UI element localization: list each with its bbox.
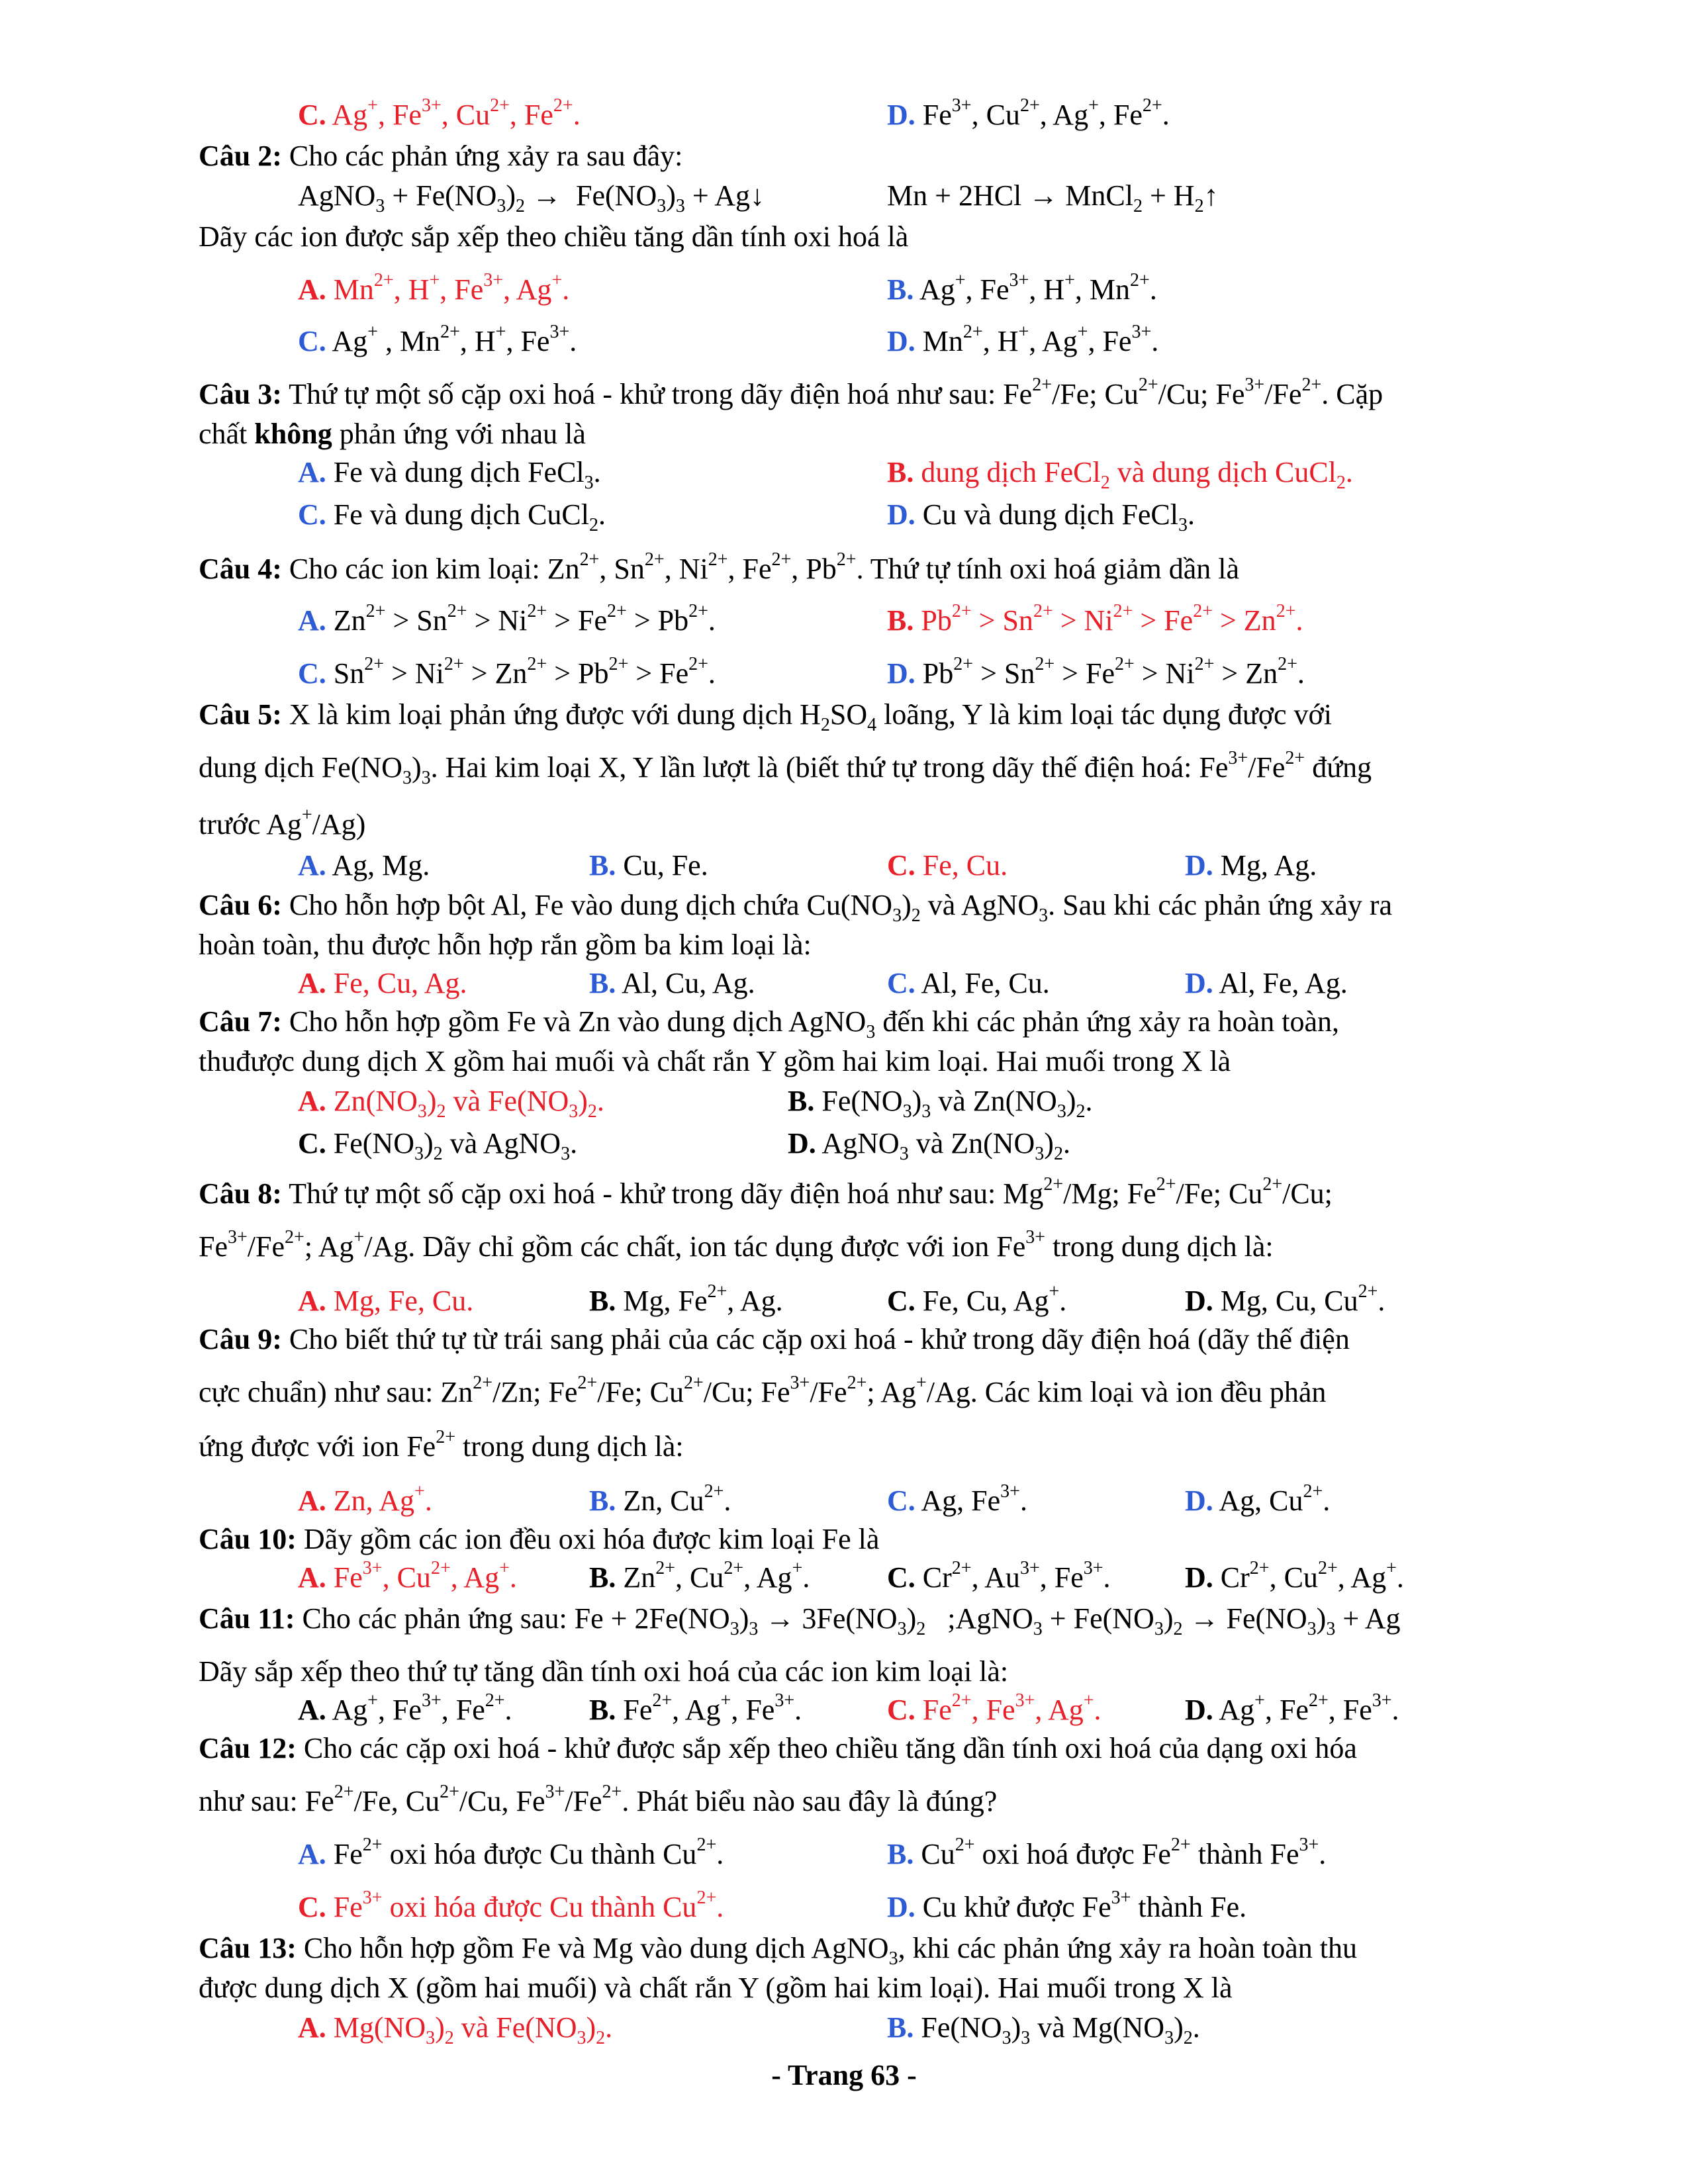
question-q8-stem: Câu 8: Thứ tự một số cặp oxi hoá - khử trong dãy điện hoá như sau: $Mg^{2+}/Mg$; $Fe^{2+}/Fe$; $Cu^{2+}/Cu$; [199,1174,1333,1210]
option-q9-C[interactable]: C. Ag, $Fe^{3+}$. [887,1481,1027,1517]
option-q10-D[interactable]: D. $Cr^{2+}$, $Cu^{2+}$, Ag+. [1185,1558,1404,1594]
question-q7-stem-2: thuđược dung dịch X gồm hai muối và chất rắn Y gồm hai kim loại. Hai muối trong X là [199,1045,1231,1077]
option-q2-A[interactable]: A. $Mn^{2+}$, H+, $Fe^{3+}$, Ag+. [298,270,570,306]
question-q5-stem-3: trước Ag+/Ag) [199,805,366,841]
option-q1-C[interactable]: C. Ag+, $Fe^{3+}$, $Cu^{2+}$, $Fe^{2+}$. [298,95,581,131]
question-q3-stem-2: chất không phản ứng với nhau là [199,418,586,450]
option-q2-C[interactable]: C. Ag+ , $Mn^{2+}$, H+, $Fe^{3+}$. [298,322,577,357]
option-q3-C[interactable]: C. Fe và dung dịch CuCl$_2$. [298,498,606,535]
equation-q2-2: Mn + 2HCl → MnCl$_2$ + $H_2↑$ [887,179,1219,216]
question-q6-stem: Câu 6: Cho hỗn hợp bột Al, Fe vào dung dịch chứa $Cu(NO_3)_2$ và AgNO$_3$. Sau khi các phản ứng xảy ra [199,889,1393,926]
option-q12-D[interactable]: D. Cu khử được $Fe^{3+}$ thành Fe. [887,1888,1247,1923]
option-q4-A[interactable]: A. $Zn^{2+} > Sn^{2+} > Ni^{2+} > Fe^{2+} > Pb^{2+}$. [298,601,716,637]
question-q4-stem: Câu 4: Cho các ion kim loại: $Zn^{2+}$, $Sn^{2+}$, $Ni^{2+}$, $Fe^{2+}$, $Pb^{2+}$. Thứ tự tính oxi hoá giảm dần là [199,549,1240,585]
option-q8-A[interactable]: A. Mg, Fe, Cu. [298,1285,474,1317]
option-q6-A[interactable]: A. Fe, Cu, Ag. [298,967,467,999]
option-q7-B[interactable]: B. $Fe(NO_3)_3$ và $Zn(NO_3)_2$. [788,1085,1093,1122]
option-q7-A[interactable]: A. $Zn(NO_3)_2$ và $Fe(NO_3)_2$. [298,1085,604,1122]
option-q7-C[interactable]: C. $Fe(NO_3)_2$ và AgNO$_3$. [298,1127,578,1164]
question-q7-stem: Câu 7: Cho hỗn hợp gồm Fe và Zn vào dung dịch AgNO$_3$ đến khi các phản ứng xảy ra hoàn toàn, [199,1005,1340,1042]
option-q8-C[interactable]: C. Fe, Cu, Ag+. [887,1281,1067,1317]
option-q9-A[interactable]: A. Zn, Ag+. [298,1481,432,1517]
question-q11-stem: Câu 11: Cho các phản ứng sau: $Fe + 2Fe(NO_3)_3 \to 3Fe(NO_3)_2$ ;AgNO$_3$ + $Fe(NO_3)_2 \to Fe(NO_3)_3 + Ag$ [199,1602,1401,1639]
option-q4-B[interactable]: B. $Pb^{2+} > Sn^{2+} > Ni^{2+} > Fe^{2+} > Zn^{2+}$. [887,601,1303,637]
option-q5-A[interactable]: A. Ag, Mg. [298,849,430,882]
page-number: - Trang 63 - [771,2059,917,2091]
question-q13-stem: Câu 13: Cho hỗn hợp gồm Fe và Mg vào dung dịch AgNO$_3$, khi các phản ứng xảy ra hoàn toàn thu [199,1932,1358,1969]
option-q3-A[interactable]: A. Fe và dung dịch FeCl$_3$. [298,456,601,493]
option-q11-D[interactable]: D. Ag+, $Fe^{2+}$, $Fe^{3+}$. [1185,1690,1399,1726]
question-q9-stem: Câu 9: Cho biết thứ tự từ trái sang phải của các cặp oxi hoá - khử trong dãy điện hoá (dãy thế điện [199,1323,1350,1355]
option-q9-D[interactable]: D. Ag, $Cu^{2+}$. [1185,1481,1331,1517]
option-q13-B[interactable]: B. $Fe(NO_3)_3$ và $Mg(NO_3)_2$. [887,2011,1200,2048]
option-q9-B[interactable]: B. Zn, $Cu^{2+}$. [589,1481,731,1517]
question-q9-stem-3: ứng được với ion $Fe^{2+}$ trong dung dịch là: [199,1427,684,1463]
option-q12-A[interactable]: A. $Fe^{2+}$ oxi hóa được Cu thành $Cu^{2+}$. [298,1835,724,1870]
option-q11-B[interactable]: B. $Fe^{2+}$, Ag+, $Fe^{3+}$. [589,1690,802,1726]
question-q5-stem: Câu 5: X là kim loại phản ứng được với dung dịch $H_2SO_4$ loãng, Y là kim loại tác dụng được với [199,698,1333,735]
question-q8-stem-2: $Fe^{3+}/Fe^{2+}$; Ag+/Ag. Dãy chỉ gồm các chất, ion tác dụng được với ion $Fe^{3+}$ trong dung dịch là: [199,1227,1274,1263]
option-q10-C[interactable]: C. $Cr^{2+}$, $Au^{3+}$, $Fe^{3+}$. [887,1558,1111,1594]
option-q2-B[interactable]: B. Ag+, $Fe^{3+}$, H+, $Mn^{2+}$. [887,270,1157,306]
option-q10-B[interactable]: B. $Zn^{2+}$, $Cu^{2+}$, Ag+. [589,1558,810,1594]
option-q13-A[interactable]: A. $Mg(NO_3)_2$ và $Fe(NO_3)_2$. [298,2011,613,2048]
question-q9-stem-2: cực chuẩn) như sau: $Zn^{2+}/Zn$; $Fe^{2+}/Fe$; $Cu^{2+}/Cu$; $Fe^{3+}/Fe^{2+}$; Ag+/Ag. Các kim loại và ion đều phản [199,1373,1327,1408]
option-q4-C[interactable]: C. $Sn^{2+} > Ni^{2+} > Zn^{2+} > Pb^{2+} > Fe^{2+}$. [298,654,716,690]
option-q11-C[interactable]: C. $Fe^{2+}$, $Fe^{3+}$, Ag+. [887,1690,1102,1726]
option-q4-D[interactable]: D. $Pb^{2+} > Sn^{2+} > Fe^{2+} > Ni^{2+} > Zn^{2+}$. [887,654,1305,690]
option-q8-D[interactable]: D. Mg, Cu, $Cu^{2+}$. [1185,1281,1385,1317]
option-q2-D[interactable]: D. $Mn^{2+}$, H+, Ag+, $Fe^{3+}$. [887,322,1159,357]
question-q12-stem-2: như sau: $Fe^{2+}/Fe$, $Cu^{2+}/Cu$, $Fe^{3+}/Fe^{2+}$. Phát biểu nào sau đây là đúng? [199,1782,998,1817]
option-q6-C[interactable]: C. Al, Fe, Cu. [887,967,1050,999]
option-q10-A[interactable]: A. $Fe^{3+}$, $Cu^{2+}$, Ag+. [298,1558,517,1594]
question-q10-stem: Câu 10: Dãy gồm các ion đều oxi hóa được kim loại Fe là [199,1523,880,1555]
option-q8-B[interactable]: B. Mg, $Fe^{2+}$, Ag. [589,1281,783,1317]
question-q11-stem-2: Dãy sắp xếp theo thứ tự tăng dần tính oxi hoá của các ion kim loại là: [199,1655,1009,1688]
question-q2-stem: Câu 2: Cho các phản ứng xảy ra sau đây: [199,140,683,172]
option-q3-D[interactable]: D. Cu và dung dịch FeCl$_3$. [887,498,1195,535]
question-q12-stem: Câu 12: Cho các cặp oxi hoá - khử được sắp xếp theo chiều tăng dần tính oxi hoá của dạng oxi hóa [199,1732,1357,1764]
question-q6-stem-2: hoàn toàn, thu được hỗn hợp rắn gồm ba kim loại là: [199,929,812,961]
question-q5-stem-2: dung dịch $Fe(NO_3)_3$. Hai kim loại X, Y lần lượt là (biết thứ tự trong dãy thế điện hoá: $Fe^{3+}/Fe^{2+}$ đứng [199,748,1372,788]
option-q12-C[interactable]: C. $Fe^{3+}$ oxi hóa được Cu thành $Cu^{2+}$. [298,1888,724,1923]
option-q5-D[interactable]: D. Mg, Ag. [1185,849,1317,882]
option-q12-B[interactable]: B. $Cu^{2+}$ oxi hoá được $Fe^{2+}$ thành $Fe^{3+}$. [887,1835,1327,1870]
option-q5-B[interactable]: B. Cu, Fe. [589,849,708,882]
option-q5-C[interactable]: C. Fe, Cu. [887,849,1008,882]
option-q11-A[interactable]: A. Ag+, $Fe^{3+}$, $Fe^{2+}$. [298,1690,512,1726]
option-q1-D[interactable]: D. $Fe^{3+}$, $Cu^{2+}$, Ag+, $Fe^{2+}$. [887,95,1170,131]
question-q2-stem-2: Dãy các ion được sắp xếp theo chiều tăng dần tính oxi hoá là [199,220,909,253]
option-q7-D[interactable]: D. AgNO$_3$ và $Zn(NO_3)_2$. [788,1127,1070,1164]
option-q3-B[interactable]: B. dung dịch FeCl$_2$ và dung dịch CuCl$_2$. [887,456,1353,493]
option-q6-B[interactable]: B. Al, Cu, Ag. [589,967,755,999]
question-q13-stem-2: được dung dịch X (gồm hai muối) và chất rắn Y (gồm hai kim loại). Hai muối trong X là [199,1972,1233,2004]
question-q3-stem: Câu 3: Thứ tự một số cặp oxi hoá - khử trong dãy điện hoá như sau: $Fe^{2+}/Fe$; $Cu^{2+}/Cu$; $Fe^{3+}/Fe^{2+}$. Cặp [199,375,1383,410]
equation-q2-1: AgNO$_3$ + $Fe(NO_3)_2 \to Fe(NO_3)_3$ + Ag↓ [298,179,765,216]
option-q6-D[interactable]: D. Al, Fe, Ag. [1185,967,1348,999]
